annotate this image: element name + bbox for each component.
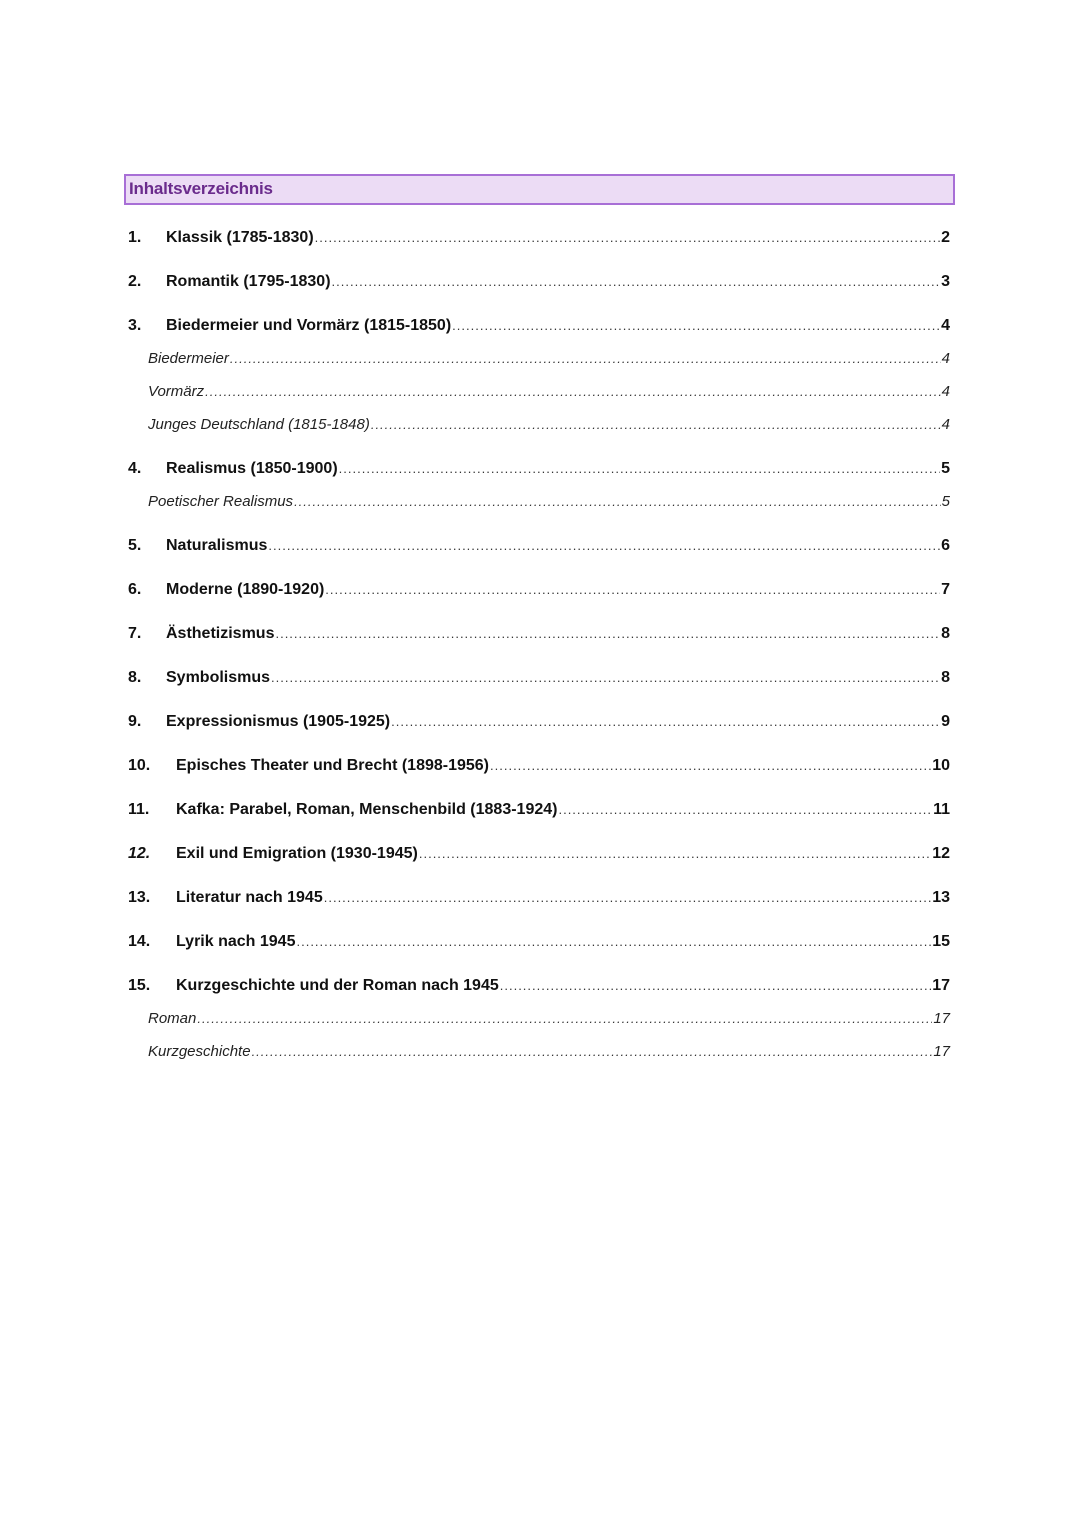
- toc-entry-page: 8: [941, 625, 950, 642]
- toc-subentry-page: 17: [933, 1043, 950, 1060]
- toc-entry-page: 9: [941, 713, 950, 730]
- toc-entry-title: Biedermeier und Vormärz (1815-1850): [166, 317, 452, 334]
- toc-entry-title: Naturalismus: [166, 537, 268, 554]
- dot-leader: [324, 890, 931, 905]
- toc-entry-title: Kurzgeschichte und der Roman nach 1945: [176, 977, 499, 994]
- toc-entry-page: 3: [941, 273, 950, 290]
- dot-leader: [500, 978, 931, 993]
- toc-entry-page: 6: [941, 537, 950, 554]
- toc-subentry-title: Junges Deutschland (1815-1848): [148, 416, 370, 433]
- toc-entry[interactable]: [128, 625, 950, 647]
- toc-entry-number: 3.: [128, 317, 142, 334]
- toc-entry[interactable]: [128, 581, 950, 603]
- toc-entry-page: 11: [933, 801, 950, 818]
- toc-entry-number: 9.: [128, 713, 142, 730]
- toc-entry[interactable]: [128, 757, 950, 779]
- toc-subentry-page: 4: [941, 416, 950, 433]
- dot-leader: [294, 494, 941, 509]
- toc-entry-number: 5.: [128, 537, 142, 554]
- dot-leader: [490, 758, 931, 773]
- dot-leader: [205, 384, 941, 399]
- toc-entry-page: 7: [941, 581, 950, 598]
- toc-entry-number: 6.: [128, 581, 142, 598]
- toc-entry[interactable]: [128, 801, 950, 823]
- dot-leader: [268, 538, 940, 553]
- toc-entry-number: 4.: [128, 460, 142, 477]
- toc-entry-number: 14.: [128, 933, 151, 950]
- toc-entry-title: Episches Theater und Brecht (1898-1956): [176, 757, 490, 774]
- toc-entry-title: Kafka: Parabel, Roman, Menschenbild (1883-1924): [176, 801, 558, 818]
- toc-entry-page: 5: [941, 460, 950, 477]
- dot-leader: [325, 582, 940, 597]
- toc-entry-page: 12: [932, 845, 950, 862]
- toc-subentry-title: Roman: [148, 1010, 197, 1027]
- toc-subentry-page: 5: [941, 493, 950, 510]
- toc-subentry-title: Poetischer Realismus: [148, 493, 294, 510]
- toc-entry-number: 8.: [128, 669, 142, 686]
- toc-entry-page: 15: [932, 933, 950, 950]
- dot-leader: [296, 934, 931, 949]
- toc-entry[interactable]: [128, 537, 950, 559]
- toc-entry-number: 13.: [128, 889, 151, 906]
- toc-subentry[interactable]: [148, 350, 950, 372]
- toc-entry[interactable]: [128, 713, 950, 735]
- toc-entry-number: 1.: [128, 229, 142, 246]
- toc-entry[interactable]: [128, 977, 950, 999]
- dot-leader: [315, 230, 940, 245]
- toc-entry-page: 17: [932, 977, 950, 994]
- toc-entry-title: Expressionismus (1905-1925): [166, 713, 391, 730]
- dot-leader: [371, 417, 941, 432]
- toc-entry[interactable]: [128, 229, 950, 251]
- dot-leader: [332, 274, 941, 289]
- dot-leader: [271, 670, 940, 685]
- dot-leader: [230, 351, 941, 366]
- toc-entry-title: Moderne (1890-1920): [166, 581, 325, 598]
- toc-entry-title: Klassik (1785-1830): [166, 229, 314, 246]
- toc-subentry-title: Vormärz: [148, 383, 205, 400]
- toc-entry-title: Romantik (1795-1830): [166, 273, 331, 290]
- dot-leader: [197, 1011, 932, 1026]
- toc-subentry[interactable]: [148, 416, 950, 438]
- toc-entry-page: 8: [941, 669, 950, 686]
- toc-subentry-title: Kurzgeschichte: [148, 1043, 251, 1060]
- toc-entry[interactable]: [128, 669, 950, 691]
- dot-leader: [558, 802, 932, 817]
- toc-subentry-page: 4: [941, 350, 950, 367]
- toc-heading: Inhaltsverzeichnis: [129, 179, 273, 198]
- toc-entry[interactable]: [128, 317, 950, 339]
- dot-leader: [419, 846, 931, 861]
- toc-subentry[interactable]: [148, 383, 950, 405]
- toc-subentry-title: Biedermeier: [148, 350, 229, 367]
- dot-leader: [339, 461, 940, 476]
- toc-entry-number: 11.: [128, 801, 150, 818]
- toc-entry-page: 2: [941, 229, 950, 246]
- toc-entry-page: 4: [941, 317, 950, 334]
- toc-entry-page: 13: [932, 889, 950, 906]
- toc-entry[interactable]: [128, 273, 950, 295]
- toc-entry-page: 10: [932, 757, 950, 774]
- toc-entry-number: 12.: [128, 845, 151, 862]
- toc-entry-title: Literatur nach 1945: [176, 889, 323, 906]
- toc-entry[interactable]: [128, 889, 950, 911]
- toc-entry-title: Exil und Emigration (1930-1945): [176, 845, 418, 862]
- dot-leader: [391, 714, 940, 729]
- toc-entry-title: Realismus (1850-1900): [166, 460, 338, 477]
- dot-leader: [275, 626, 940, 641]
- toc-entry[interactable]: [128, 460, 950, 482]
- toc-entry[interactable]: [128, 933, 950, 955]
- toc-subentry[interactable]: [148, 1010, 950, 1032]
- toc-entry-title: Ästhetizismus: [166, 625, 275, 642]
- toc-subentry[interactable]: [148, 1043, 950, 1065]
- toc-entry-number: 15.: [128, 977, 151, 994]
- toc-entry-title: Lyrik nach 1945: [176, 933, 296, 950]
- toc-entry[interactable]: [128, 845, 950, 867]
- toc-entry-number: 2.: [128, 273, 142, 290]
- toc-entry-title: Symbolismus: [166, 669, 271, 686]
- toc-entry-number: 10.: [128, 757, 151, 774]
- toc-heading-box: [124, 174, 955, 205]
- dot-leader: [452, 318, 940, 333]
- dot-leader: [252, 1044, 933, 1059]
- toc-entry-number: 7.: [128, 625, 142, 642]
- toc-subentry[interactable]: [148, 493, 950, 515]
- toc-subentry-page: 17: [933, 1010, 950, 1027]
- toc-subentry-page: 4: [941, 383, 950, 400]
